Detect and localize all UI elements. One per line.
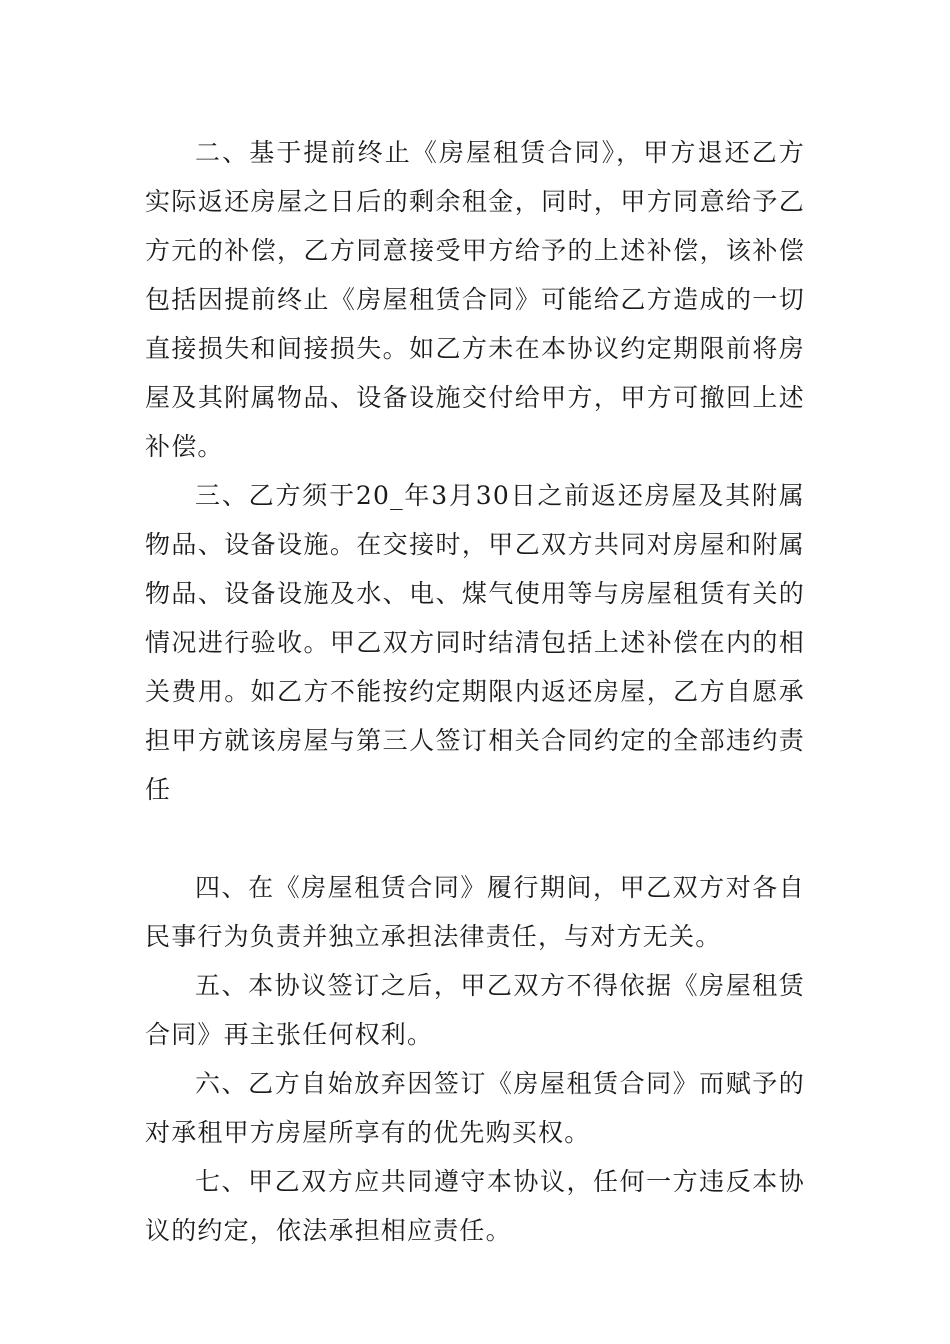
paragraph-clause-5: 五、本协议签订之后，甲乙双方不得依据《房屋租赁合同》再主张任何权利。 [145, 971, 805, 1049]
paragraph-clause-2: 二、基于提前终止《房屋租赁合同》，甲方退还乙方实际返还房屋之日后的剩余租金，同时，甲方同意给予乙方元的补偿，乙方同意接受甲方给予的上述补偿，该补偿包括因提前终止《房屋租赁合同》可能给乙方造成的一切直接损失和间接损失。如乙方未在本协议约定期限前将房屋及其附属物品、设备设施交付给甲方，甲方可撤回上述补偿。 [145, 138, 805, 461]
document-body [145, 128, 805, 1255]
paragraph-clause-7: 七、甲乙双方应共同遵守本协议，任何一方违反本协议的约定，依法承担相应责任。 [145, 1167, 805, 1245]
paragraph-clause-6: 六、乙方自始放弃因签订《房屋租赁合同》而赋予的对承租甲方房屋所享有的优先购买权。 [145, 1069, 805, 1147]
paragraph-clause-4: 四、在《房屋租赁合同》履行期间，甲乙双方对各自民事行为负责并独立承担法律责任，与对方无关。 [145, 873, 805, 951]
paragraph-clause-3: 三、乙方须于20_年3月30日之前返还房屋及其附属物品、设备设施。在交接时，甲乙双方共同对房屋和附属物品、设备设施及水、电、煤气使用等与房屋租赁有关的情况进行验收。甲乙双方同时结清包括上述补偿在内的相关费用。如乙方不能按约定期限内返还房屋，乙方自愿承担甲方就该房屋与第三人签订相关合同约定的全部违约责任 [145, 481, 805, 804]
